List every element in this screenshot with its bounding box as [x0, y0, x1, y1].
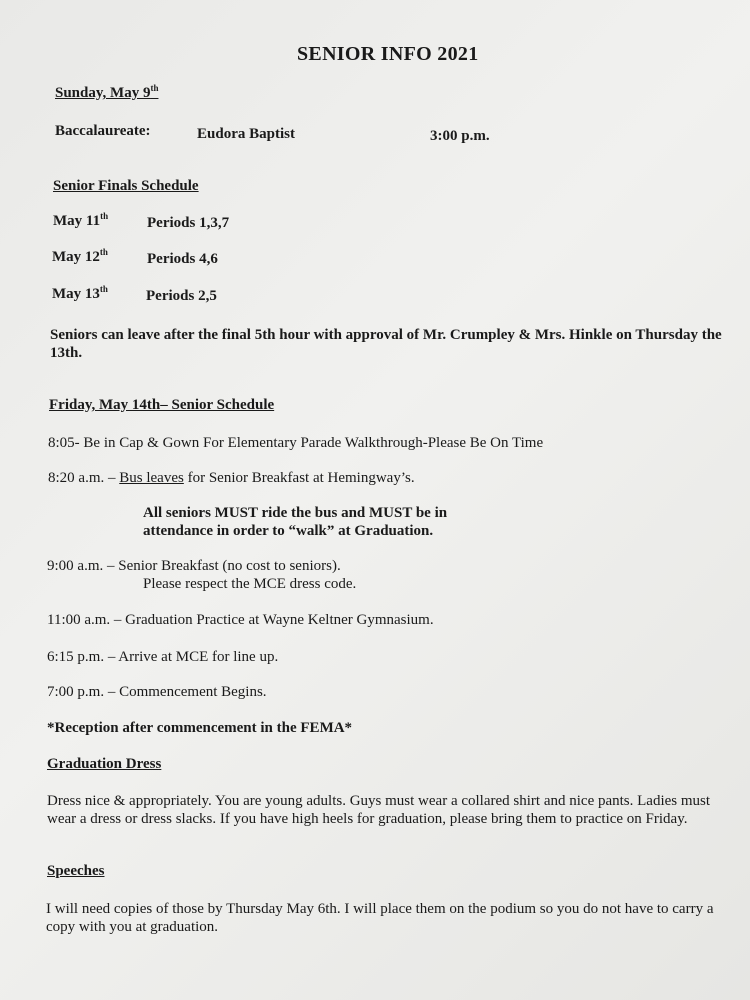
bus-note-line-2: attendance in order to “walk” at Graduation. — [143, 523, 434, 539]
dress-body: Dress nice & appropriately. You are young adults. Guys must wear a collared shirt and nice pants. Ladies must wear a dress or dress slacks. If you have high heels for graduation, please bring them to practice on Friday. — [47, 793, 711, 827]
bus-note-line-1: All seniors MUST ride the bus and MUST be in — [143, 505, 448, 521]
reception-note: *Reception after commencement in the FEMA* — [47, 720, 353, 736]
page-title: SENIOR INFO 2021 — [297, 43, 479, 65]
baccalaureate-label: Baccalaureate: — [55, 123, 151, 139]
bus-leaves-text: Bus leaves — [119, 470, 184, 486]
dress-heading: Graduation Dress — [47, 756, 162, 772]
speeches-heading: Speeches — [47, 863, 105, 879]
schedule-item-700: 7:00 p.m. – Commencement Begins. — [47, 684, 267, 700]
friday-heading: Friday, May 14th– Senior Schedule — [49, 397, 275, 413]
baccalaureate-location: Eudora Baptist — [197, 126, 295, 142]
sunday-heading: Sunday, May 9th — [55, 83, 159, 101]
finals-note: Seniors can leave after the final 5th hour with approval of Mr. Crumpley & Mrs. Hinkle on Thursday the 13th. — [50, 327, 722, 361]
schedule-item-615: 6:15 p.m. – Arrive at MCE for line up. — [47, 649, 279, 665]
schedule-item-1100: 11:00 a.m. – Graduation Practice at Wayne Keltner Gymnasium. — [47, 612, 434, 628]
finals-periods-3: Periods 2,5 — [146, 288, 217, 304]
schedule-item-805: 8:05- Be in Cap & Gown For Elementary Parade Walkthrough-Please Be On Time — [48, 435, 544, 451]
finals-periods-1: Periods 1,3,7 — [147, 215, 230, 231]
finals-day-3: May 13th — [52, 284, 108, 302]
baccalaureate-time: 3:00 p.m. — [430, 128, 490, 144]
finals-heading: Senior Finals Schedule — [53, 178, 199, 194]
schedule-item-900: 9:00 a.m. – Senior Breakfast (no cost to seniors). — [47, 558, 341, 574]
schedule-item-900-sub: Please respect the MCE dress code. — [143, 576, 357, 592]
finals-periods-2: Periods 4,6 — [147, 251, 218, 267]
speeches-body: I will need copies of those by Thursday May 6th. I will place them on the podium so you do not have to carry a copy with you at graduation. — [46, 901, 714, 935]
finals-day-2: May 12th — [52, 247, 108, 265]
finals-day-1: May 11th — [53, 211, 109, 229]
schedule-item-820: 8:20 a.m. – Bus leaves for Senior Breakfast at Hemingway’s. — [48, 470, 415, 486]
